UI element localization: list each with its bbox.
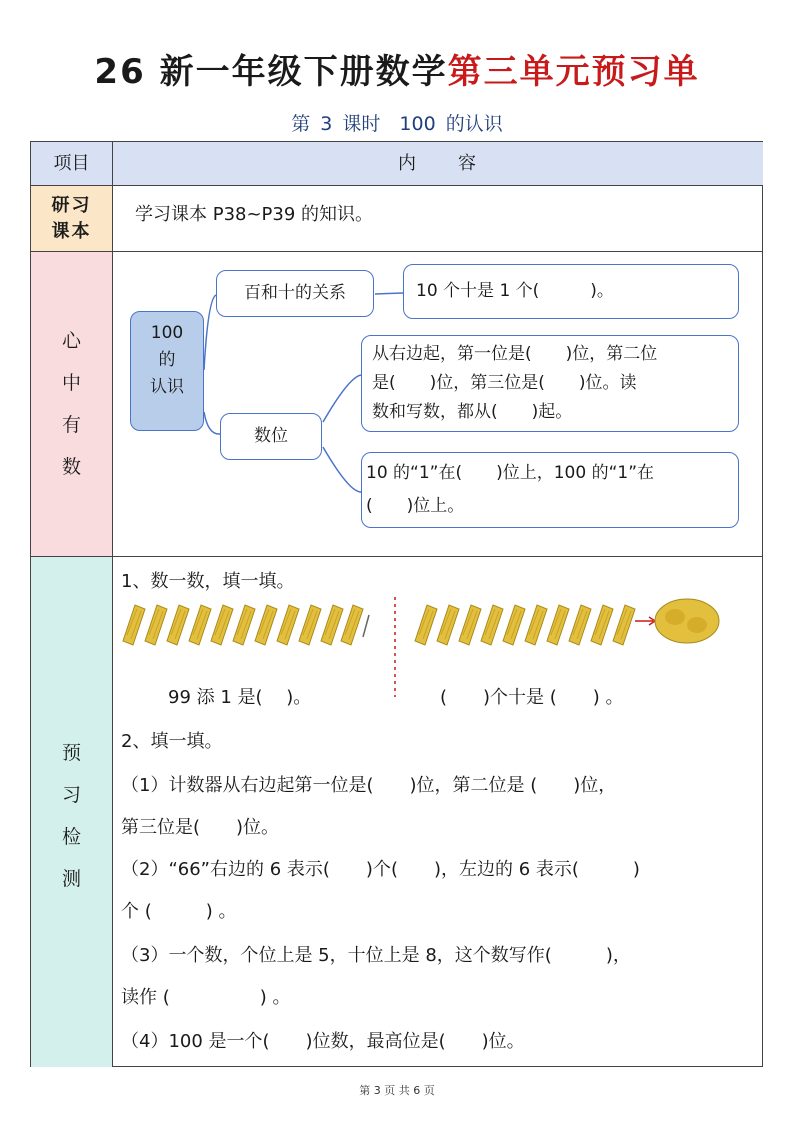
row-check-label bbox=[31, 556, 112, 1067]
hub-line: 的 bbox=[158, 350, 176, 370]
mind-map bbox=[112, 251, 763, 556]
header-content: 内 容 bbox=[112, 142, 763, 185]
connector-place-to-leaf-b bbox=[323, 375, 361, 422]
row-study-content: 学习课本 P38~P39 的知识。 bbox=[112, 185, 763, 251]
row-study-label bbox=[31, 185, 112, 251]
page-footer: 第 3 页 共 6 页 bbox=[359, 1084, 435, 1097]
row-study-label-line1: 研习 bbox=[51, 195, 92, 216]
connector-hub-to-relation bbox=[204, 295, 216, 370]
title-red: 第三单元预习单 bbox=[447, 52, 700, 92]
q2-line: （2）“66”右边的 6 表示( )个( )，左边的 6 表示( ) bbox=[121, 859, 640, 880]
leaf-line: 从右边起，第一位是( )位，第二位 bbox=[372, 344, 658, 364]
connector-hub-to-place bbox=[204, 412, 220, 434]
q2-line: （4）100 是一个( )位数，最高位是( )位。 bbox=[121, 1031, 525, 1052]
q1-right-caption: ( )个十是 ( ) 。 bbox=[440, 687, 624, 708]
q1-left-caption: 99 添 1 是( )。 bbox=[168, 687, 312, 708]
check-label-char: 习 bbox=[61, 784, 81, 806]
mind-label-char: 心 bbox=[61, 330, 81, 352]
mind-label-char: 数 bbox=[61, 456, 81, 478]
mind-map-hub bbox=[130, 311, 204, 431]
mind-label-char: 中 bbox=[61, 372, 81, 394]
q2-line: 读作 ( ) 。 bbox=[121, 987, 291, 1008]
leaf-relation: 10 个十是 1 个( )。 bbox=[403, 264, 739, 319]
q2-line: 个 ( ) 。 bbox=[121, 901, 237, 922]
q1-title: 1、数一数，填一填。 bbox=[121, 571, 295, 592]
leaf-line: 数和写数，都从( )起。 bbox=[372, 402, 573, 422]
leaf-line: 是( )位，第三位是( )位。读 bbox=[372, 373, 637, 393]
check-label-char: 预 bbox=[61, 742, 81, 764]
hub-line: 100 bbox=[150, 323, 184, 343]
row-study-label-line2: 课本 bbox=[51, 221, 92, 242]
row-check-content bbox=[112, 556, 763, 1067]
branch-relation: 百和十的关系 bbox=[216, 270, 374, 317]
page-title bbox=[0, 44, 794, 93]
leaf-digit-position bbox=[361, 452, 739, 528]
q2-line: （3）一个数，个位上是 5，十位上是 8，这个数写作( )， bbox=[121, 945, 631, 966]
page-subtitle: 第 3 课时 100 的认识 bbox=[291, 113, 503, 135]
hub-line: 认识 bbox=[150, 377, 184, 397]
check-label-char: 检 bbox=[61, 826, 81, 848]
title-black: 26 新一年级下册数学 bbox=[94, 52, 448, 92]
q2-line: 第三位是( )位。 bbox=[121, 817, 280, 838]
branch-place-value: 数位 bbox=[220, 413, 322, 460]
connector-place-to-leaf-c bbox=[323, 447, 361, 492]
check-label-char: 测 bbox=[61, 868, 81, 890]
mind-label-char: 有 bbox=[61, 414, 81, 436]
connector-relation-to-leaf bbox=[375, 293, 403, 294]
q2-title: 2、填一填。 bbox=[121, 731, 223, 752]
corn-bundles-left bbox=[123, 605, 369, 645]
worksheet-table bbox=[30, 141, 763, 1067]
leaf-place-rules bbox=[361, 335, 739, 432]
leaf-line: 10 的“1”在( )位上，100 的“1”在 bbox=[366, 463, 655, 483]
row-mind-label bbox=[31, 251, 112, 556]
header-item: 项目 bbox=[31, 142, 112, 185]
q2-line: （1）计数器从右边起第一位是( )位，第二位是 ( )位， bbox=[121, 775, 617, 796]
leaf-line: ( )位上。 bbox=[366, 496, 465, 516]
corn-bundles-right bbox=[415, 599, 719, 645]
